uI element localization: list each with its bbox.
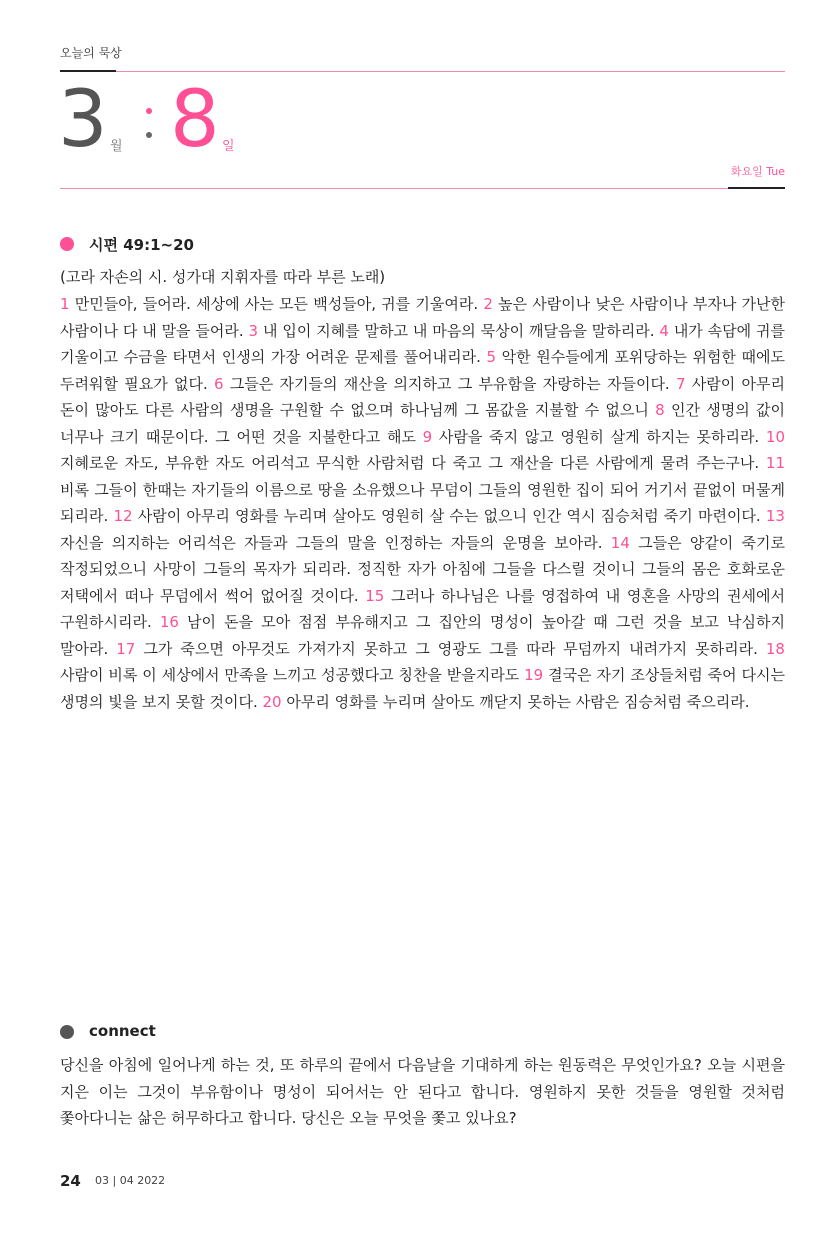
mid-rule-pink — [60, 188, 728, 189]
mid-rule-dark — [728, 187, 785, 189]
section-label: 오늘의 묵상 — [60, 46, 122, 60]
day-number: 8 — [170, 75, 220, 165]
verse-text: 아무리 영화를 누리며 살아도 깨닫지 못하는 사람은 짐승처럼 죽으리라. — [281, 692, 750, 711]
top-rule-pink — [116, 71, 785, 72]
day-unit: 일 — [222, 139, 235, 154]
verse-number: 14 — [610, 533, 630, 552]
connect-heading: connect — [89, 1022, 156, 1040]
verse-number: 12 — [113, 507, 133, 525]
bullet-icon — [60, 1025, 74, 1039]
verse-text: 그가 죽으면 아무것도 가져가지 못하고 그 영광도 그를 따라 무덤까지 내려가지 못하리라. — [135, 639, 766, 658]
verse-text: 자신을 의지하는 어리석은 자들과 그들의 말을 인정하는 자들의 운명을 보아라. — [60, 533, 611, 552]
verse-text: 남이 돈을 모아 점점 부유해지고 그 집안의 명성이 높아갈 때 그런 것을 보고 낙심하지 말아라. — [60, 613, 785, 658]
verse-text: 악한 원수들에게 포위당하는 위험한 때에도 두려워할 필요가 없다. — [60, 348, 786, 393]
verse-number: 19 — [524, 666, 544, 684]
month-unit: 월 — [110, 139, 123, 154]
verse-text: 만민들아, 들어라. 세상에 사는 모든 백성들아, 귀를 기울여라. — [69, 295, 484, 313]
verse-text: 지혜로운 자도, 부유한 자도 어리석고 무식한 사람처럼 다 죽고 그 재산을 다른 사람에게 물려 주는구나. — [60, 454, 766, 472]
verse-text: 내 입이 지혜를 말하고 내 마음의 묵상이 깨달음을 말하리라. — [258, 321, 660, 340]
issue-date: 03 | 04 2022 — [95, 1174, 166, 1187]
verse-number: 10 — [765, 427, 785, 446]
verse-text: 그들은 양같이 죽기로 작정되었으니 사망이 그들의 목자가 되리라. 정직한 자가 아침에 그들을 다스릴 것이니 그들의 몸은 호화로운 저택에서 떠나 무덤에서 썩어 없어질 것이다. — [60, 533, 786, 605]
verse-number: 13 — [765, 507, 785, 525]
top-rule-dark — [60, 70, 116, 72]
verse-number: 20 — [262, 692, 282, 711]
verse-text: 사람이 비록 이 세상에서 만족을 느끼고 성공했다고 칭찬을 받을지라도 — [60, 666, 525, 684]
verse-number: 15 — [365, 586, 385, 605]
weekday-label: 화요일 Tue — [730, 165, 785, 178]
verse-number: 1 — [60, 295, 70, 313]
verse-text: 그러나 하나님은 나를 영접하여 내 영혼을 사망의 권세에서 구원하시리라. — [60, 586, 785, 631]
verse-text: 사람이 아무리 영화를 누리며 살아도 영원히 살 수는 없으니 인간 역시 짐승처럼 죽기 마련이다. — [132, 507, 766, 525]
verse-text: 사람을 죽지 않고 영원히 살게 하지는 못하리라. — [432, 427, 766, 446]
verse-number: 9 — [422, 427, 433, 446]
scripture-subtitle: (고라 자손의 시. 성가대 지휘자를 따라 부른 노래) — [60, 268, 386, 286]
verse-number: 17 — [116, 639, 136, 658]
verse-text: 사람이 아무리 돈이 많아도 다른 사람의 생명을 구원할 수 없으며 하나님께 그 몸값을 지불할 수 없으니 — [60, 374, 786, 419]
verse-number: 11 — [765, 454, 785, 472]
verse-number: 3 — [248, 321, 259, 340]
bullet-icon — [60, 237, 74, 251]
verse-number: 4 — [659, 321, 669, 340]
verse-text: 인간 생명의 값이 너무나 크기 때문이다. 그 어떤 것을 지불한다고 해도 — [60, 401, 785, 446]
scripture-text — [60, 291, 785, 715]
verse-number: 7 — [675, 374, 686, 393]
verse-text: 그들은 자기들의 재산을 의지하고 그 부유함을 자랑하는 자들이다. — [223, 374, 676, 393]
verse-number: 5 — [486, 348, 497, 366]
verse-text: 결국은 자기 조상들처럼 죽어 다시는 생명의 빛을 보지 못할 것이다. — [60, 666, 785, 711]
month-number: 3 — [58, 75, 108, 165]
verse-text: 비록 그들이 한때는 자기들의 이름으로 땅을 소유했으나 무덤이 그들의 영원한 집이 되어 거기서 끝없이 머물게 되리라. — [60, 480, 785, 525]
scripture-reference: 시편 49:1~20 — [89, 236, 194, 254]
verse-text: 내가 속담에 귀를 기울이고 수금을 타면서 인생의 가장 어려운 문제를 풀어내리라. — [60, 321, 785, 366]
verse-number: 8 — [655, 401, 665, 419]
verse-number: 16 — [159, 613, 179, 631]
date-block — [58, 75, 798, 165]
page-number: 24 — [60, 1172, 81, 1190]
verse-number: 2 — [483, 295, 493, 313]
verse-number: 6 — [214, 374, 224, 393]
verse-text: 높은 사람이나 낮은 사람이나 부자나 가난한 사람이나 다 내 말을 들어라. — [60, 295, 785, 340]
connect-text: 당신을 아침에 일어나게 하는 것, 또 하루의 끝에서 다음날을 기대하게 하는 원동력은 무엇인가요? 오늘 시편을 지은 이는 그것이 부유함이나 명성이 되어서는 안 된다고 합니다. 영원하지 못한 것들을 영원할 것처럼 쫓아다니는 삶은 허무하다고 합니다. 당신은 오늘 무엇을 쫓고 있나요? — [60, 1056, 785, 1127]
verse-number: 18 — [765, 639, 785, 658]
